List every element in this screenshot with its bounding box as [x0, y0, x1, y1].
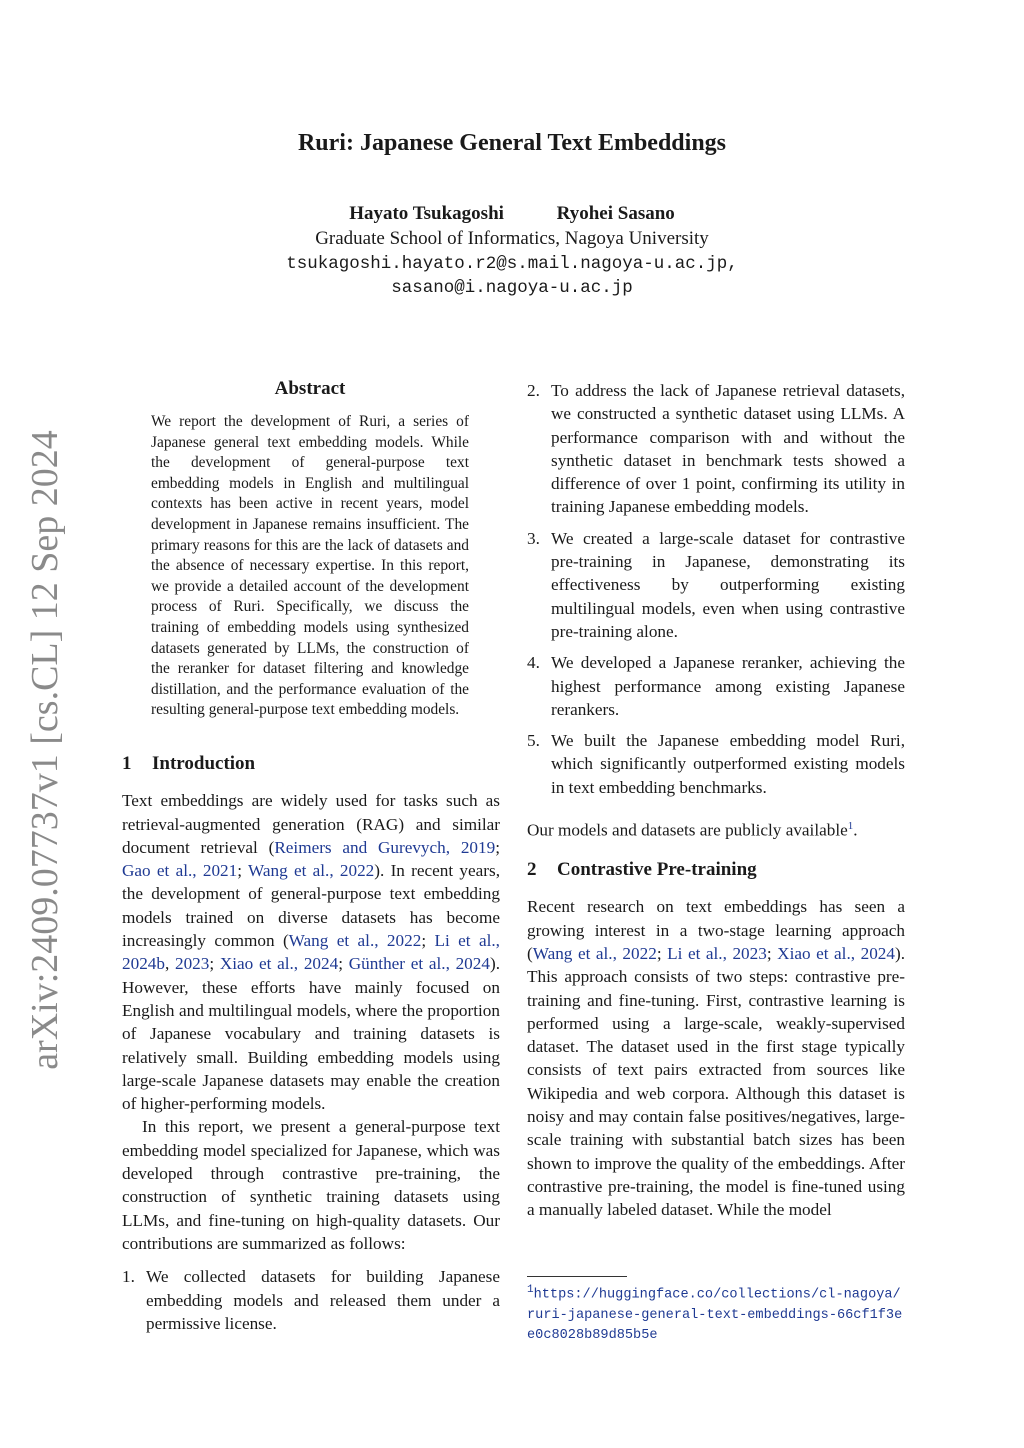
section-number: 2 — [527, 859, 537, 881]
citation-link[interactable]: 2023 — [174, 954, 210, 974]
email-address[interactable]: sasano@i.nagoya-u.ac.jp — [391, 278, 633, 298]
section-title: Contrastive Pre-training — [557, 859, 757, 881]
separator: ; — [338, 954, 349, 974]
left-column — [122, 752, 500, 1335]
item-text: We created a large-scale dataset for contrastive pre-training in Japanese, demonstrating its effectiveness by outperforming existing multilingual models, even when using contrastive pre-training alone. — [551, 528, 905, 641]
body-text: ). However, these efforts have mainly focused on English and multilingual models, where the proportion of Japanese vocabulary and training datasets is relatively small. Building embedding models using large-scale Japanese datasets may enable the creation of higher-performing models. — [122, 954, 500, 1114]
item-text: We collected datasets for building Japanese embedding models and released them under a permissive license. — [146, 1267, 500, 1333]
contribution-item — [527, 379, 905, 519]
citation-link[interactable]: Xiao et al., 2024 — [219, 954, 339, 974]
contribution-item — [527, 651, 905, 721]
section-heading-contrastive-pretraining — [527, 858, 905, 881]
body-text: Our models and datasets are publicly available — [527, 820, 848, 840]
citation-link[interactable]: Li et al., 2023 — [667, 943, 767, 963]
arxiv-identifier: arXiv:2409.07737v1 [cs.CL] 12 Sep 2024 — [24, 430, 66, 1070]
section-title: Introduction — [152, 753, 256, 774]
paper-title: Ruri: Japanese General Text Embeddings — [297, 130, 727, 156]
footnote-url-link[interactable]: https://huggingface.co/collections/cl-nagoya/ruri-japanese-general-text-embeddings-66cf1f3ee0c8028b89d85b5e — [527, 1287, 903, 1343]
affiliation: Graduate School of Informatics, Nagoya University — [315, 228, 709, 249]
body-text: Recent research on text embeddings has seen a growing interest in a two-stage learning approach ( — [527, 897, 905, 963]
contribution-item — [527, 729, 905, 799]
body-text: Text embeddings are widely used for tasks such as retrieval-augmented generation (RAG) and similar document retrieval ( — [122, 791, 500, 857]
separator: , — [164, 954, 175, 974]
item-text: To address the lack of Japanese retrieval datasets, we constructed a synthetic dataset using LLMs. A performance comparison with and without the synthetic dataset in benchmark tests showed a difference of over 1 point, confirming its utility in training Japanese embedding models. — [551, 381, 905, 517]
item-number: 3. — [527, 528, 540, 548]
author-name: Hayato Tsukagoshi — [349, 203, 504, 224]
citation-link[interactable]: Gao et al., 2021 — [122, 861, 238, 881]
separator: ; — [656, 943, 668, 963]
item-text: We built the Japanese embedding model Ruri, which significantly outperformed existing models in text embedding benchmarks. — [551, 731, 905, 797]
right-column — [527, 379, 905, 1222]
item-number: 1. — [122, 1267, 135, 1287]
separator: ; — [237, 861, 248, 881]
abstract-text: We report the development of Ruri, a series of Japanese general text embedding models. While the development of general-purpose text embedding models in English and multilingual contexts has been active in recent years, model development in Japanese remains insufficient. The primary reasons for this are the lack of datasets and the absence of necessary expertise. In this report, we provide a detailed account of the development process of Ruri. Specifically, we discuss the training of embedding models using synthesized datasets generated by LLMs, the construction of the reranker for dataset filtering and knowledge distillation, and the performance evaluation of the resulting general-purpose text embedding models. — [151, 413, 469, 719]
section2-paragraph — [527, 895, 905, 1221]
author-list — [0, 203, 1024, 225]
separator: ; — [209, 954, 220, 974]
citation-link[interactable]: Günther et al., 2024 — [348, 954, 490, 974]
separator: ; — [766, 943, 778, 963]
author-name: Ryohei Sasano — [556, 203, 675, 224]
footnote-divider — [527, 1276, 627, 1277]
footnote-number: 1 — [527, 1284, 534, 1296]
citation-link[interactable]: Xiao et al., 2024 — [777, 943, 895, 963]
citation-link[interactable]: Wang et al., 2022 — [532, 943, 657, 963]
separator: ; — [421, 931, 435, 951]
item-number: 4. — [527, 653, 540, 673]
body-text: ). In recent years, the development of general-purpose text embedding models trained on diverse datasets has become increasingly common ( — [122, 861, 500, 951]
email-address[interactable]: tsukagoshi.hayato.r2@s.mail.nagoya-u.ac.jp, — [286, 254, 738, 274]
abstract-heading: Abstract — [274, 378, 346, 399]
item-text: We developed a Japanese reranker, achieving the highest performance among existing Japanese rerankers. — [551, 653, 905, 719]
contribution-item — [527, 527, 905, 643]
body-text: ). This approach consists of two steps: contrastive pre-training and fine-tuning. First, contrastive learning is performed using a large-scale, weakly-supervised dataset. The dataset used in the first stage typically consists of text pairs extracted from sources like Wikipedia and web corpora. Although this dataset is noisy and may contain false positives/negatives, large-scale training with substantial batch sizes has been shown to improve the quality of the embeddings. After contrastive pre-training, the model is fine-tuned using a manually labeled dataset. While the model — [527, 943, 906, 1220]
footnote — [527, 1280, 907, 1346]
section-number: 1 — [122, 753, 132, 774]
item-number: 5. — [527, 731, 540, 751]
contribution-item — [122, 1265, 500, 1335]
body-text: . — [853, 820, 858, 840]
separator: ; — [495, 837, 500, 857]
section-heading-introduction — [122, 752, 500, 775]
citation-link[interactable]: Li et al., 2024b — [122, 931, 500, 974]
contribution-list — [122, 1265, 500, 1335]
citation-link[interactable]: Wang et al., 2022 — [288, 931, 422, 951]
availability-text — [527, 815, 905, 842]
citation-link[interactable]: Reimers and Gurevych, 2019 — [274, 837, 496, 857]
citation-link[interactable]: Wang et al., 2022 — [248, 861, 375, 881]
intro-paragraph: In this report, we present a general-purpose text embedding model specialized for Japanese, which was developed through contrastive pre-training, the construction of synthetic training datasets using LLMs, and fine-tuning on high-quality datasets. Our contributions are summarized as follows: — [122, 1117, 500, 1253]
item-number: 2. — [527, 381, 540, 400]
footnote-marker[interactable]: 1 — [847, 820, 854, 833]
intro-paragraph — [122, 789, 500, 1115]
contribution-list — [527, 379, 905, 799]
